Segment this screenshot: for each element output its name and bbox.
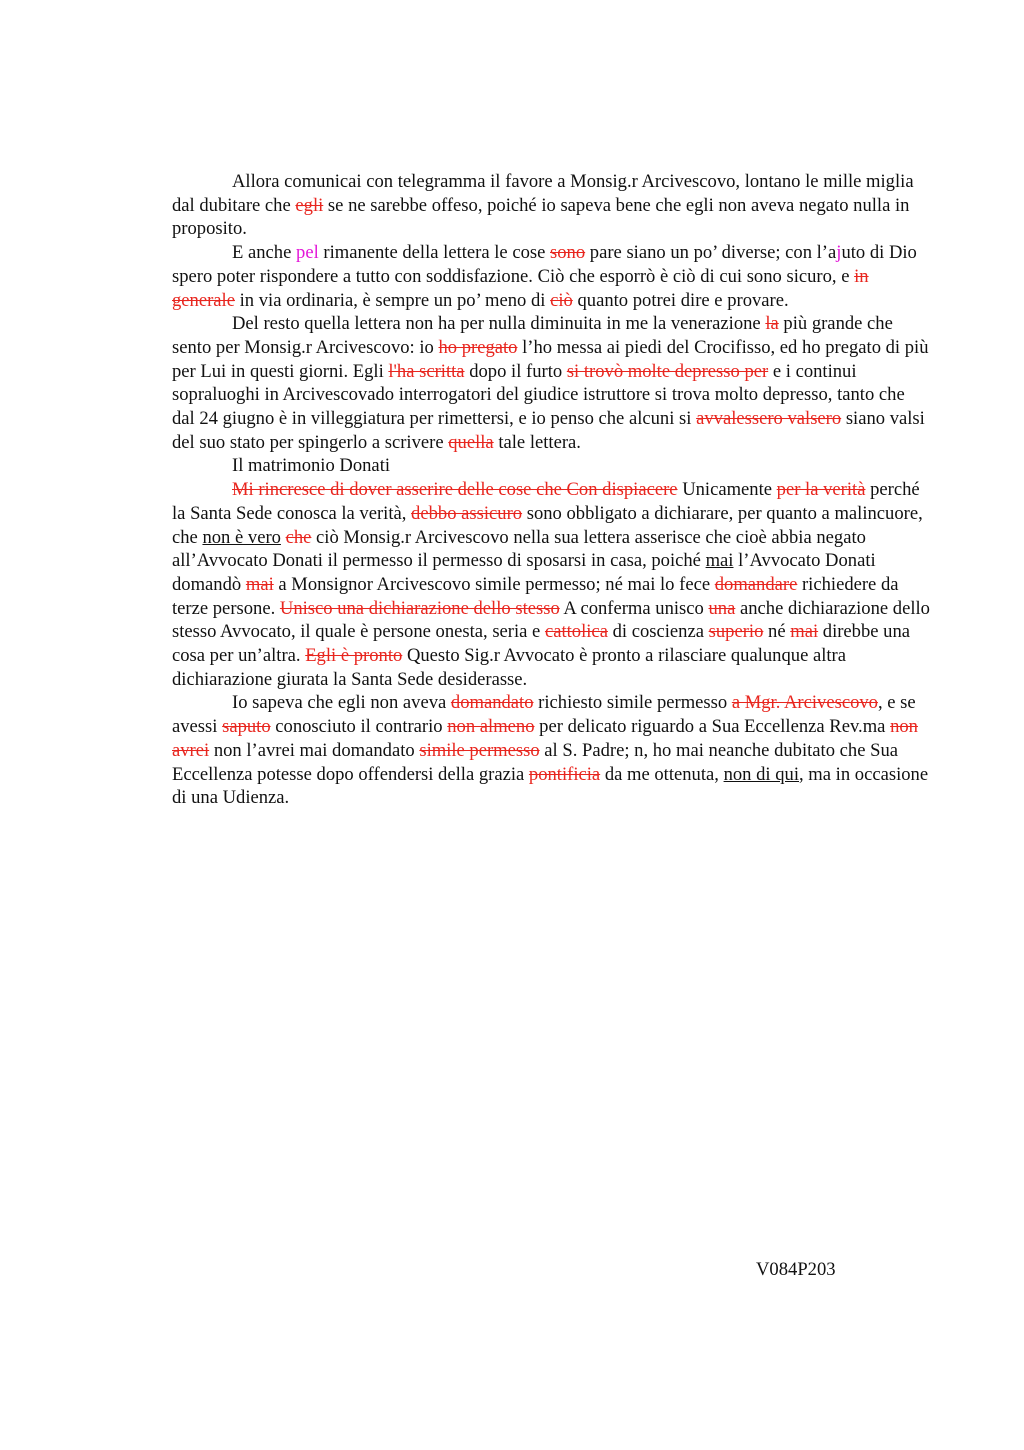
text-run: sono obbligato a dichiarare, per quanto a malincuore, che <box>172 502 923 548</box>
inserted-text: j <box>836 242 842 264</box>
deleted-text: si trovò molte depresso per <box>566 360 769 382</box>
text-run: per delicato riguardo a Sua Eccellenza Rev.ma <box>534 716 891 738</box>
text-run: Il matrimonio Donati <box>232 455 391 477</box>
page-identifier: V084P203 <box>756 1259 836 1280</box>
text-run: l’Avvocato Donati domandò <box>172 550 876 595</box>
deleted-text: in generale <box>172 265 869 311</box>
deleted-text: quella <box>448 431 494 453</box>
text-run: Unicamente <box>677 479 777 501</box>
deleted-text: una <box>708 597 736 619</box>
deleted-text: avvalessero valsero <box>696 408 842 430</box>
text-run: richiesto simile permesso <box>533 692 732 714</box>
text-run: Allora comunicai con telegramma il favore a Monsig.r Arcivescovo, lontano le mille miglia dal dubitare che <box>172 171 914 216</box>
text-run: richiedere da terze persone. <box>172 573 899 619</box>
deleted-text: Unisco una dichiarazione dello stesso <box>279 597 560 619</box>
text-run: Io sapeva che egli non aveva <box>232 692 451 714</box>
text-run: direbbe una cosa per un’altra. <box>172 621 911 667</box>
deleted-text: domandare <box>714 573 798 595</box>
text-run: da me ottenuta, <box>600 763 724 785</box>
paragraph <box>172 241 932 312</box>
text-run: Questo Sig.r Avvocato è pronto a rilasciare qualunque altra dichiarazione giurata la Santa Sede desiderasse. <box>172 645 846 690</box>
text-run: ciò Monsig.r Arcivescovo nella sua lettera asserisce che cioè abbia negato all’Avvocato Donati il permesso il permesso di sposarsi in casa, poiché <box>172 526 866 572</box>
deleted-text: egli <box>295 194 324 216</box>
paragraph <box>172 170 932 241</box>
deleted-text: superio <box>708 621 764 643</box>
paragraph <box>172 478 932 691</box>
deleted-text: domandato <box>450 692 534 714</box>
deleted-text: la <box>765 313 779 335</box>
underlined-text: non di qui <box>723 763 799 785</box>
text-run: pare siano un po’ diverse; con l’a <box>585 242 837 264</box>
text-run: quanto potrei dire e provare. <box>572 289 789 311</box>
text-run: siano valsi del suo stato per spingerlo a scrivere <box>172 408 925 453</box>
text-run: dopo il furto <box>464 360 567 382</box>
text-run: più grande che sento per Monsig.r Arcivescovo: io <box>172 313 893 358</box>
deleted-text: non almeno <box>447 716 535 738</box>
paragraph <box>172 454 932 478</box>
deleted-text: mai <box>790 621 819 643</box>
text-run: A conferma unisco <box>559 597 709 619</box>
text-run: non l’avrei mai domandato <box>209 739 420 761</box>
text-run: al S. Padre; n, ho mai neanche dubitato che Sua Eccellenza potesse dopo offendersi della grazia <box>172 739 899 785</box>
text-run: in via ordinaria, è sempre un po’ meno di <box>234 289 551 311</box>
deleted-text: a Mgr. Arcivescovo <box>731 692 878 714</box>
deleted-text: mai <box>245 573 274 595</box>
text-run: e i continui sopraluoghi in Arcivescovado interrogatori del giudice istruttore si trova molto depresso, tanto che dal 24 giugno è in villeggiatura per rimettersi, e io penso che alcuni si <box>172 360 905 430</box>
text-run: uto di Dio spero poter rispondere a tutto con soddisfazione. Ciò che esporrò è ciò di cui sono sicuro, e <box>172 242 917 287</box>
deleted-text: l'ha scritta <box>388 360 465 382</box>
paragraph <box>172 312 932 454</box>
deleted-text: saputo <box>222 716 271 738</box>
deleted-text: sono <box>550 242 586 264</box>
deleted-text: che <box>285 526 312 548</box>
underlined-text: mai <box>705 550 734 572</box>
underlined-text: non è vero <box>202 526 281 548</box>
inserted-text: pel <box>296 242 319 264</box>
text-run: , e se avessi <box>172 692 916 738</box>
text-run: a Monsignor Arcivescovo simile permesso; né mai lo fece <box>273 573 715 595</box>
document-body <box>172 170 932 810</box>
text-run: tale lettera. <box>493 431 581 453</box>
deleted-text: non avrei <box>172 716 918 761</box>
text-run: Del resto quella lettera non ha per nulla diminuita in me la venerazione <box>232 313 766 335</box>
text-run: , ma in occasione di una Udienza. <box>172 763 929 809</box>
deleted-text: Egli è pronto <box>305 645 403 667</box>
deleted-text: simile permesso <box>419 739 540 761</box>
text-run: di coscienza <box>607 621 709 643</box>
deleted-text: pontificia <box>528 763 601 785</box>
text-run: rimanente della lettera le cose <box>318 242 551 264</box>
text-run: anche dichiarazione dello stesso Avvocato, il quale è persone onesta, seria e <box>172 597 930 643</box>
text-run: né <box>763 621 791 643</box>
text-run: se ne sarebbe offeso, poiché io sapeva bene che egli non aveva negato nulla in proposito. <box>172 194 910 240</box>
deleted-text: ho pregato <box>438 336 518 358</box>
text-run: l’ho messa ai piedi del Crocifisso, ed ho pregato di più per Lui in questi giorni. Egli <box>172 336 929 382</box>
paragraph <box>172 691 932 810</box>
text-run: conosciuto il contrario <box>270 716 448 738</box>
text-run: E anche <box>232 242 297 264</box>
deleted-text: Mi rincresce di dover asserire delle cose che Con dispiacere <box>232 479 678 501</box>
text-run: perché la Santa Sede conosca la verità, <box>172 479 920 524</box>
deleted-text: ciò <box>550 289 573 311</box>
deleted-text: cattolica <box>544 621 608 643</box>
deleted-text: debbo assicuro <box>411 502 523 524</box>
deleted-text: per la verità <box>776 479 866 501</box>
